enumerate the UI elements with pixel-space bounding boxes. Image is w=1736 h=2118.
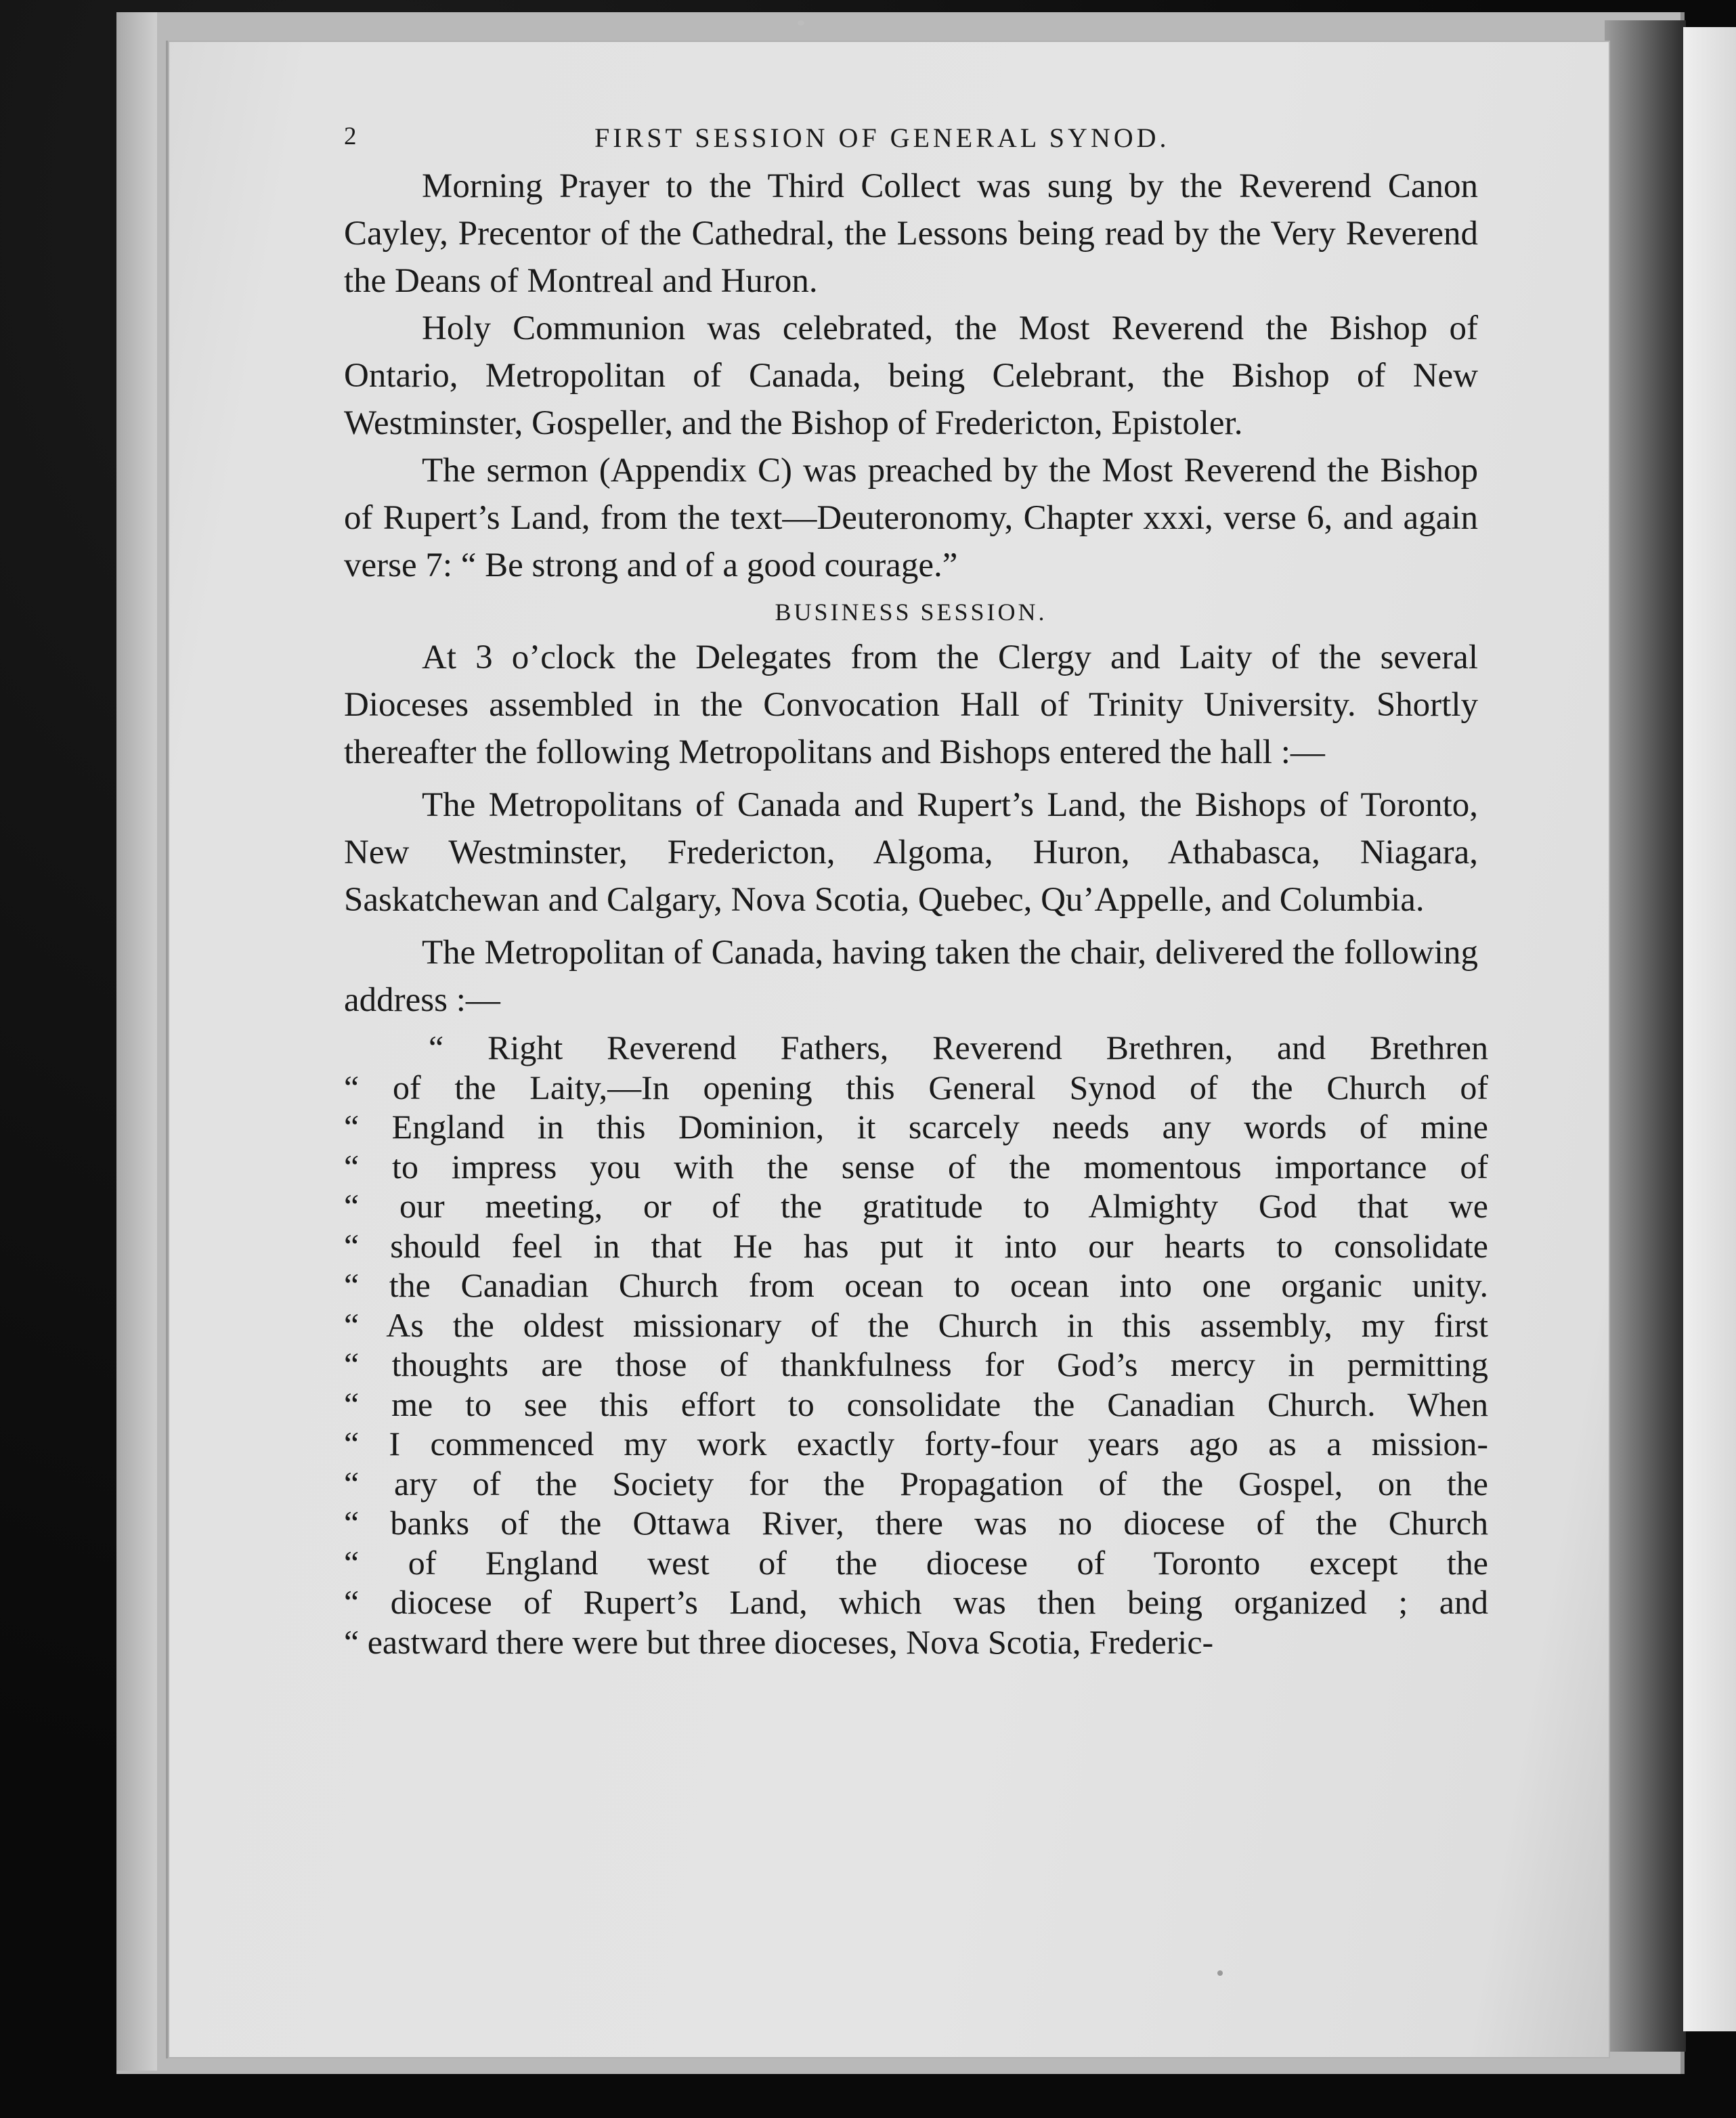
address-line: “ England in this Dominion, it scarcely needs any words of mine bbox=[344, 1108, 1488, 1146]
address-line: “ should feel in that He has put it into our hearts to consolidate bbox=[344, 1226, 1488, 1265]
address-line: “ to impress you with the sense of the momentous importance of bbox=[344, 1147, 1488, 1186]
address-line: “ of the Laity,—In opening this General Synod of the Church of bbox=[344, 1068, 1488, 1106]
paragraph bbox=[344, 929, 1478, 1024]
paragraph bbox=[344, 305, 1478, 447]
address-line: “ diocese of Rupert’s Land, which was then being organized ; and bbox=[344, 1583, 1488, 1621]
paragraph bbox=[344, 163, 1478, 305]
address-quote bbox=[344, 1028, 1488, 1662]
page-number: 2 bbox=[344, 123, 360, 150]
paragraph-text: The sermon (Appendix C) was preached by the Most Reverend the Bishop of Rupert’s Land, from the text—Deuteronomy, Chapter xxxi, verse 6, and again verse 7: “ Be strong and of a good courage.” bbox=[344, 452, 1478, 584]
address-line: “ As the oldest missionary of the Church in this assembly, my first bbox=[344, 1305, 1488, 1344]
running-title: FIRST SESSION OF GENERAL SYNOD. bbox=[594, 123, 1170, 153]
paragraph bbox=[344, 447, 1478, 589]
address-line: “ thoughts are those of thankfulness for God’s mercy in permitting bbox=[344, 1345, 1488, 1383]
paragraph bbox=[344, 781, 1478, 924]
book-page bbox=[166, 41, 1610, 2058]
paragraph bbox=[344, 634, 1478, 776]
paper-speck bbox=[798, 20, 804, 26]
address-line: “ me to see this effort to consolidate the Canadian Church. When bbox=[344, 1385, 1488, 1423]
address-line: “ ary of the Society for the Propagation of the Gospel, on the bbox=[344, 1464, 1488, 1503]
paragraph-text: Morning Prayer to the Third Collect was sung by the Reverend Canon Cayley, Precentor of the Cathedral, the Lessons being read by the Very Reverend the Deans of Montreal and Huron. bbox=[344, 167, 1478, 300]
address-line: “ banks of the Ottawa River, there was no diocese of the Church bbox=[344, 1504, 1488, 1542]
paragraph-text: At 3 o’clock the Delegates from the Clergy and Laity of the several Dioceses assembled in the Convocation Hall of Trinity University. Shortly thereafter the following Metropolitans and Bishops entered the hall :— bbox=[344, 639, 1478, 771]
running-head bbox=[344, 122, 1651, 163]
address-line: “ Right Reverend Fathers, Reverend Brethren, and Brethren bbox=[429, 1029, 1488, 1066]
paragraph-text: The Metropolitan of Canada, having taken the chair, delivered the following address :— bbox=[344, 934, 1478, 1019]
page-content bbox=[344, 122, 1651, 1662]
paragraph-text: The Metropolitans of Canada and Rupert’s Land, the Bishops of Toronto, New Westminster, Fredericton, Algoma, Huron, Athabasca, Niagara, Saskatchewan and Calgary, Nova Scotia, Quebec, Qu’Appelle, and Columbia. bbox=[344, 786, 1478, 919]
paper-speck bbox=[1217, 1970, 1223, 1976]
section-heading: BUSINESS SESSION. bbox=[775, 599, 1047, 626]
address-line: “ of England west of the diocese of Toronto except the bbox=[344, 1543, 1488, 1582]
address-line: “ the Canadian Church from ocean to ocean into one organic unity. bbox=[344, 1266, 1488, 1304]
facing-page-edge bbox=[1683, 27, 1736, 2031]
paragraph-text: Holy Communion was celebrated, the Most Reverend the Bishop of Ontario, Metropolitan of Canada, being Celebrant, the Bishop of New Westminster, Gospeller, and the Bishop of Fredericton, Epistoler. bbox=[344, 309, 1478, 442]
cover-edge bbox=[116, 12, 157, 2071]
address-line: “ eastward there were but three dioceses, Nova Scotia, Frederic- bbox=[344, 1622, 1214, 1661]
address-line: “ our meeting, or of the gratitude to Almighty God that we bbox=[344, 1187, 1488, 1225]
address-line: “ I commenced my work exactly forty-four years ago as a mission- bbox=[344, 1425, 1488, 1463]
